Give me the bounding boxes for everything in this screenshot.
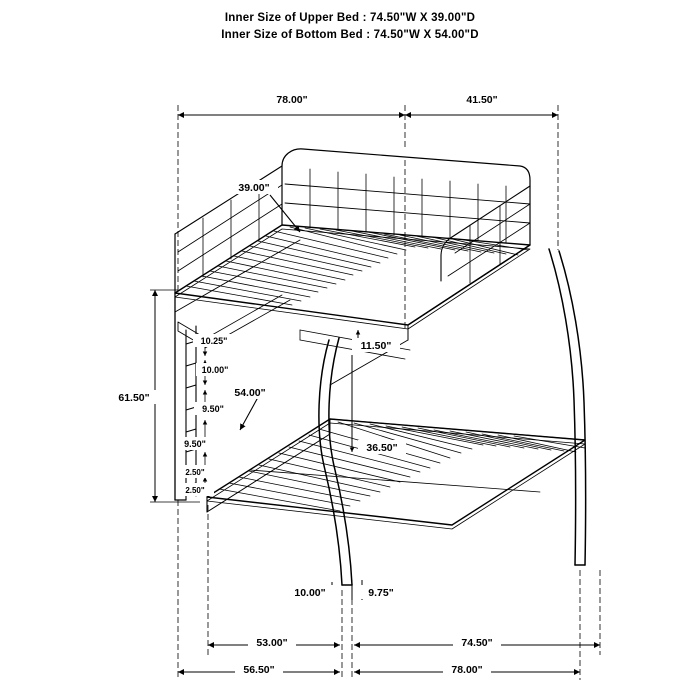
lower-bed-inner-size: Inner Size of Bottom Bed : 74.50"W X 54.00"D	[221, 29, 479, 41]
label-rail-9-50-a: 9.50"	[202, 404, 224, 414]
bed-illustration	[175, 149, 586, 585]
label-rail-10-25: 10.25"	[200, 336, 228, 346]
label-top-left: 78.00"	[276, 94, 308, 106]
label-bottom-inner-right: 74.50"	[461, 637, 493, 649]
label-leg-right: 9.75"	[368, 587, 394, 599]
upper-bed-inner-size: Inner Size of Upper Bed : 74.50"W X 39.00"D	[224, 12, 476, 24]
label-upper-depth: 39.00"	[238, 182, 270, 194]
label-lower-depth: 54.00"	[234, 387, 266, 399]
label-total-height: 61.50"	[118, 392, 150, 404]
label-bottom-outer-right: 78.00"	[451, 664, 483, 676]
label-bottom-outer-left: 56.50"	[243, 664, 275, 676]
label-lower-clearance: 36.50"	[366, 442, 398, 454]
label-rail-2-50-a: 2.50"	[185, 468, 205, 477]
label-bottom-inner-left: 53.00"	[256, 637, 288, 649]
label-rail-9-50-b: 9.50"	[184, 439, 206, 449]
label-upper-clearance: 11.50"	[360, 340, 392, 352]
dimension-labels	[110, 92, 506, 676]
label-top-right: 41.50"	[466, 94, 498, 106]
label-rail-10-00: 10.00"	[201, 365, 229, 375]
label-rail-2-50-b: 2.50"	[185, 486, 205, 495]
label-leg-left: 10.00"	[294, 587, 326, 599]
